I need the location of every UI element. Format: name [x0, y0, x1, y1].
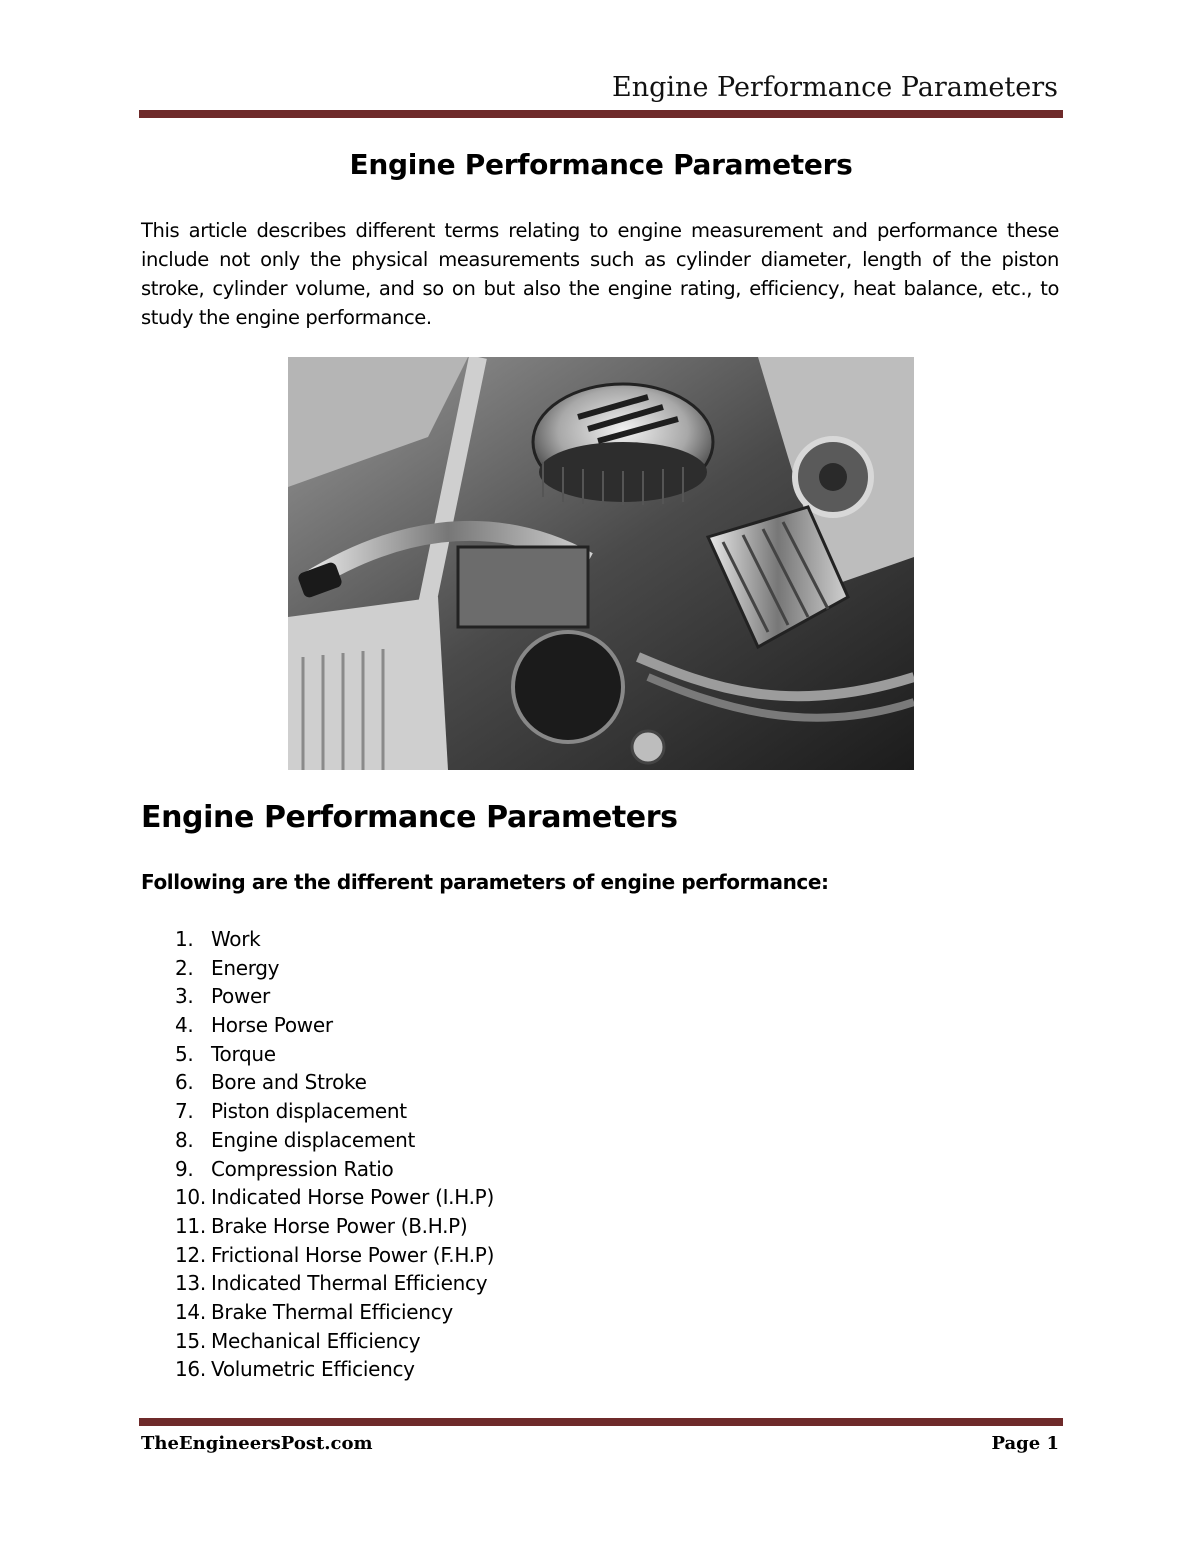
footer-page-number: Page 1: [991, 1433, 1059, 1454]
list-item-label: Power: [211, 984, 270, 1009]
list-item-label: Work: [211, 927, 261, 951]
list-item-number: 6.: [175, 1070, 194, 1095]
page-title: Engine Performance Parameters: [349, 148, 853, 181]
list-item: [175, 1155, 494, 1184]
list-item: [175, 925, 494, 954]
header-rule: [139, 110, 1063, 118]
list-item: [175, 1212, 494, 1241]
list-item: [175, 1298, 494, 1327]
list-item-number: 1.: [175, 927, 194, 951]
list-intro: Following are the different parameters of engine performance:: [141, 870, 829, 894]
list-item-number: 14.: [175, 1299, 206, 1324]
list-item: [175, 1097, 494, 1126]
list-item-number: 8.: [175, 1127, 194, 1152]
list-item-number: 16.: [175, 1357, 206, 1382]
list-item: [175, 1327, 494, 1356]
list-item-label: Energy: [211, 955, 280, 980]
list-item-label: Horse Power: [211, 1013, 333, 1038]
list-item-number: 11.: [175, 1213, 206, 1238]
header-title: Engine Performance Parameters: [612, 72, 1058, 103]
list-item: [175, 1241, 494, 1270]
list-item-label: Brake Thermal Efficiency: [211, 1299, 453, 1324]
footer-site: TheEngineersPost.com: [141, 1433, 373, 1454]
list-item: [175, 1269, 494, 1298]
list-item: [175, 1011, 494, 1040]
engine-illustration: [288, 357, 914, 770]
list-item: [175, 982, 494, 1011]
list-item-label: Brake Horse Power (B.H.P): [211, 1213, 468, 1238]
list-item-label: Indicated Horse Power (I.H.P): [211, 1185, 494, 1210]
list-item-number: 7.: [175, 1099, 194, 1124]
parameters-list: [175, 925, 494, 1384]
list-item: [175, 1040, 494, 1069]
list-item-label: Frictional Horse Power (F.H.P): [211, 1242, 495, 1267]
list-item-label: Engine displacement: [211, 1127, 415, 1152]
list-item-label: Indicated Thermal Efficiency: [211, 1271, 488, 1296]
list-item-number: 2.: [175, 955, 194, 980]
intro-paragraph: This article describes different terms relating to engine measurement and performance these include not only the physical measurements such as cylinder diameter, length of the piston stroke, cylinder volume, and so on but also the engine rating, efficiency, heat balance, etc., to study the engine performance.: [141, 219, 1059, 329]
list-item: [175, 954, 494, 983]
list-item-number: 15.: [175, 1328, 206, 1353]
list-item-label: Bore and Stroke: [211, 1070, 367, 1095]
list-item-label: Volumetric Efficiency: [211, 1357, 415, 1382]
list-item: [175, 1068, 494, 1097]
list-item-number: 5.: [175, 1041, 194, 1066]
footer-rule: [139, 1418, 1063, 1426]
list-item-label: Torque: [211, 1041, 276, 1066]
list-item-label: Mechanical Efficiency: [211, 1328, 421, 1353]
list-item: [175, 1183, 494, 1212]
list-item-number: 9.: [175, 1156, 194, 1181]
list-item-label: Compression Ratio: [211, 1156, 394, 1181]
list-item: [175, 1126, 494, 1155]
list-item-number: 10.: [175, 1185, 206, 1210]
list-item: [175, 1355, 494, 1384]
engine-photo: [288, 357, 914, 770]
list-item-number: 12.: [175, 1242, 206, 1267]
list-item-number: 13.: [175, 1271, 206, 1296]
list-item-label: Piston displacement: [211, 1099, 407, 1124]
list-item-number: 4.: [175, 1013, 194, 1038]
list-item-number: 3.: [175, 984, 194, 1009]
section-heading: Engine Performance Parameters: [141, 800, 678, 835]
